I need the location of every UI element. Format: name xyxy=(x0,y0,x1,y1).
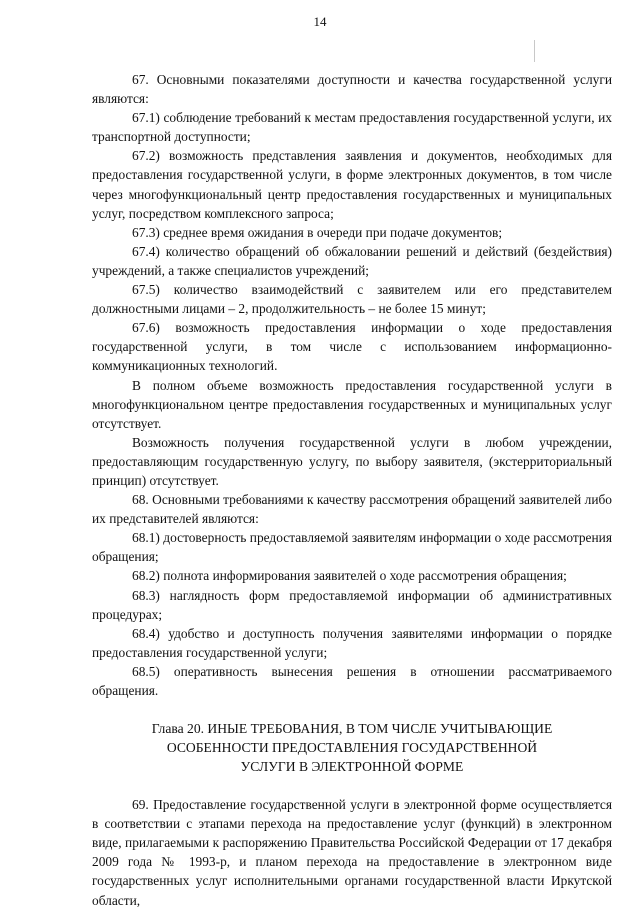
paragraph-68-5: 68.5) оперативность вынесения решения в отношении рассматриваемого обращения. xyxy=(92,663,612,698)
paragraph-67-2: 67.2) возможность представления заявления и документов, необходимых для предоставления государственной услуги, в форме электронных документов, в том числе через многофункциональный центр предоставления государственных и муниципальных услуг, посредством комплексного запроса; xyxy=(92,148,612,221)
page-number: 14 xyxy=(313,14,327,29)
paragraph-68-1: 68.1) достоверность предоставляемой заявителям информации о ходе рассмотрения обращения; xyxy=(92,530,612,565)
paragraph-67-6: 67.6) возможность предоставления информации о ходе предоставления государственной услуги, в том числе с использованием информационно-коммуникационных технологий. xyxy=(92,320,612,374)
chapter-heading-line-1: Глава 20. ИНЫЕ ТРЕБОВАНИЯ, В ТОМ ЧИСЛЕ УЧИТЫВАЮЩИЕ xyxy=(151,721,553,737)
paragraph-68-4: 68.4) удобство и доступность получения заявителями информации о порядке предоставления государственной услуги; xyxy=(92,625,612,660)
paragraph-67-3: 67.3) среднее время ожидания в очереди при подаче документов; xyxy=(132,224,503,240)
paragraph-extraterritorial-note: Возможность получения государственной услуги в любом учреждении, предоставляющим государственную услугу, по выбору заявителя, (экстерриториальный принцип) отсутствует. xyxy=(92,434,612,488)
paragraph-69: 69. Предоставление государственной услуги в электронной форме осуществляется в соответствии с этапами перехода на предоставление услуг (функций) в электронном виде, прилагаемыми к распоряжению Правительства Российской Федерации от 17 декабря 2009 года № 1993-р, и планом перехода на предоставление в электронном виде государственных услуг исполнительными органами государственной власти Иркутской области, xyxy=(92,797,612,908)
paragraph-67: 67. Основными показателями доступности и качества государственной услуги являются: xyxy=(92,72,612,107)
paragraph-68-2: 68.2) полнота информирования заявителей о ходе рассмотрения обращения; xyxy=(132,568,567,584)
chapter-heading xyxy=(92,719,612,776)
chapter-heading-line-2: ОСОБЕННОСТИ ПРЕДОСТАВЛЕНИЯ ГОСУДАРСТВЕННОЙ xyxy=(166,740,538,756)
paragraph-67-1: 67.1) соблюдение требований к местам предоставления государственной услуги, их транспортной доступности; xyxy=(92,110,612,145)
paragraph-mfc-note: В полном объеме возможность предоставления государственной услуги в многофункциональном центре предоставления государственных и муниципальных услуг отсутствует. xyxy=(92,377,612,431)
chapter-heading-line-3: УСЛУГИ В ЭЛЕКТРОННОЙ ФОРМЕ xyxy=(240,759,464,775)
paragraph-68-3: 68.3) наглядность форм предоставляемой информации об административных процедурах; xyxy=(92,587,612,622)
paragraph-68: 68. Основными требованиями к качеству рассмотрения обращений заявителей либо их представителей являются: xyxy=(92,492,612,527)
paragraph-67-4: 67.4) количество обращений об обжаловании решений и действий (бездействия) учреждений, а также специалистов учреждений; xyxy=(92,243,612,278)
document-body xyxy=(92,70,612,910)
paragraph-67-5: 67.5) количество взаимодействий с заявителем или его представителем должностными лицами – 2, продолжительность – не более 15 минут; xyxy=(92,282,612,317)
scan-edge-line xyxy=(534,40,535,62)
